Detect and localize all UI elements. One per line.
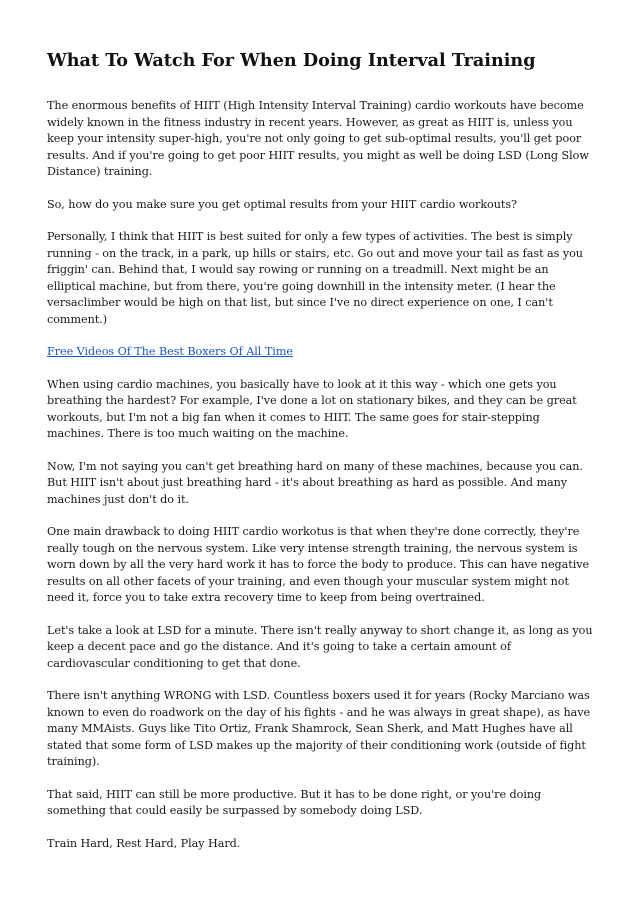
document-page xyxy=(47,50,593,868)
paragraph-closing: Train Hard, Rest Hard, Play Hard. xyxy=(47,836,241,850)
paragraph-activities: Personally, I think that HIIT is best suited for only a few types of activities. The best is simply running - on the track, in a park, up hills or stairs, etc. Go out and move your tail as fast as you friggin' can. Behind that, I would say rowing or running on a treadmill. Next might be an elliptical machine, but from there, you're going downhill in the intensity meter. (I hear the versaclimber would be high on that list, but since I've no direct experience on one, I can't comment.) xyxy=(47,230,583,326)
paragraph-lsd-boxers: There isn't anything WRONG with LSD. Countless boxers used it for years (Rocky Marciano was known to even do roadwork on the day of his fights - and he was always in great shape), as have many MMAists. Guys like Tito Ortiz, Frank Shamrock, Sean Sherk, and Matt Hughes have all stated that some form of LSD makes up the majority of their conditioning work (outside of fight training). xyxy=(47,689,591,768)
document-title: What To Watch For When Doing Interval Training xyxy=(47,50,536,71)
paragraph-breathing-hard: Now, I'm not saying you can't get breathing hard on many of these machines, because you can. But HIIT isn't about just breathing hard - it's about breathing as hard as possible. And many machines just don't do it. xyxy=(47,459,583,506)
paragraph-lsd: Let's take a look at LSD for a minute. There isn't really anyway to short change it, as long as you keep a decent pace and go the distance. And it's going to take a certain amount of cardiovascular conditioning to get that done. xyxy=(47,623,593,670)
paragraph-intro: The enormous benefits of HIIT (High Intensity Interval Training) cardio workouts have become widely known in the fitness industry in recent years. However, as great as HIIT is, unless you keep your intensity super-high, you're not only going to get sub-optimal results, you'll get poor results. And if you're going to get poor HIIT results, you might as well be doing LSD (Long Slow Distance) training. xyxy=(47,99,589,178)
paragraph-hiit-productive: That said, HIIT can still be more productive. But it has to be done right, or you're doing something that could easily be surpassed by somebody doing LSD. xyxy=(47,787,542,817)
paragraph-cardio-machines: When using cardio machines, you basically have to look at it this way - which one gets you breathing the hardest? For example, I've done a lot on stationary bikes, and they can be great workouts, but I'm not a big fan when it comes to HIIT. The same goes for stair-stepping machines. There is too much waiting on the machine. xyxy=(47,377,577,440)
boxers-videos-link[interactable]: Free Videos Of The Best Boxers Of All Time xyxy=(47,345,293,358)
paragraph-question: So, how do you make sure you get optimal results from your HIIT cardio workouts? xyxy=(47,197,517,211)
paragraph-drawback: One main drawback to doing HIIT cardio workotus is that when they're done correctly, they're really tough on the nervous system. Like very intense strength training, the nervous system is worn down by all the very hard work it has to force the body to produce. This can have negative results on all other facets of your training, and even though your muscular system might not need it, force you to take extra recovery time to keep from being overtrained. xyxy=(47,525,590,604)
link-paragraph xyxy=(47,344,593,361)
